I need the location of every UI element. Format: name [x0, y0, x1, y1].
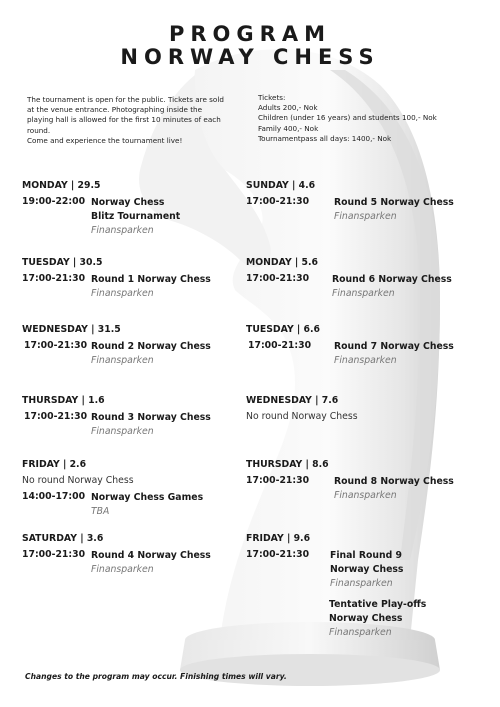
time-slot: 17:00-21:30	[22, 273, 86, 284]
venue: Finansparken	[329, 627, 392, 638]
event-title: Round 5 Norway Chess	[334, 197, 454, 208]
venue: Finansparken	[330, 578, 393, 589]
event-title: Norway Chess	[91, 197, 165, 208]
intro-line: playing hall is allowed for the first 10 minutes of each	[27, 115, 221, 125]
time-slot: 17:00-21:30	[246, 273, 310, 284]
ticket-children: Children (under 16 years) and students 100,- Nok	[258, 113, 437, 123]
day-block	[246, 324, 466, 368]
event-title: Final Round 9	[330, 550, 402, 561]
day-label: WEDNESDAY | 7.6	[246, 395, 339, 406]
venue: Finansparken	[334, 355, 397, 366]
event-title: Blitz Tournament	[91, 211, 181, 222]
day-label: TUESDAY | 30.5	[22, 257, 103, 268]
day-block	[246, 180, 466, 224]
time-slot: 17:00-21:30	[248, 340, 312, 351]
day-label: WEDNESDAY | 31.5	[22, 324, 121, 335]
event-title: Round 2 Norway Chess	[91, 341, 211, 352]
day-label: TUESDAY | 6.6	[246, 324, 321, 335]
day-label: THURSDAY | 1.6	[22, 395, 105, 406]
intro-line: round.	[27, 125, 51, 135]
intro-line: at the venue entrance. Photographing inside the	[27, 105, 203, 115]
no-round-note: No round Norway Chess	[22, 475, 134, 486]
intro-line: Come and experience the tournament live!	[27, 135, 183, 145]
program-title: PROGRAM	[169, 22, 331, 46]
day-block	[22, 180, 242, 238]
day-label: MONDAY | 29.5	[22, 180, 101, 191]
venue: Finansparken	[332, 288, 395, 299]
venue: Finansparken	[91, 355, 154, 366]
no-round-note: No round Norway Chess	[246, 411, 358, 422]
venue: Finansparken	[334, 211, 397, 222]
day-block	[22, 257, 242, 301]
event-title: Round 1 Norway Chess	[91, 274, 211, 285]
ticket-pass: Tournamentpass all days: 1400,- Nok	[258, 133, 392, 143]
intro-text	[27, 95, 247, 146]
day-block	[246, 257, 466, 301]
time-slot: 17:00-21:30	[246, 549, 310, 560]
time-slot: 17:00-21:30	[246, 475, 310, 486]
day-block	[246, 533, 486, 591]
time-slot: 14:00-17:00	[22, 491, 86, 502]
day-label: FRIDAY | 9.6	[246, 533, 311, 544]
day-label: MONDAY | 5.6	[246, 257, 319, 268]
event-title: Tentative Play-offs	[329, 599, 427, 610]
program-subtitle: NORWAY CHESS	[120, 45, 380, 69]
time-slot: 17:00-21:30	[22, 549, 86, 560]
venue: Finansparken	[91, 426, 154, 437]
day-block	[246, 459, 466, 503]
event-title: Round 7 Norway Chess	[334, 341, 454, 352]
time-slot: 17:00-21:30	[24, 411, 88, 422]
event-title: Norway Chess	[329, 613, 403, 624]
time-slot: 17:00-21:30	[24, 340, 88, 351]
day-label: THURSDAY | 8.6	[246, 459, 329, 470]
intro-line: The tournament is open for the public. Tickets are sold	[27, 95, 224, 104]
venue: Finansparken	[91, 225, 154, 236]
day-block	[22, 395, 242, 439]
day-block	[22, 459, 242, 519]
day-label: SUNDAY | 4.6	[246, 180, 316, 191]
event-title: Round 4 Norway Chess	[91, 550, 211, 561]
venue: TBA	[91, 506, 110, 517]
day-block	[22, 324, 242, 368]
footer-note: Changes to the program may occur. Finishing times will vary.	[25, 672, 287, 681]
venue: Finansparken	[334, 490, 397, 501]
venue: Finansparken	[91, 288, 154, 299]
day-label: FRIDAY | 2.6	[22, 459, 87, 470]
event-title: Round 6 Norway Chess	[332, 274, 452, 285]
ticket-family: Family 400,- Nok	[258, 123, 319, 133]
event-title: Round 8 Norway Chess	[334, 476, 454, 487]
event-title: Norway Chess Games	[91, 492, 204, 503]
time-slot: 19:00-22:00	[22, 196, 86, 207]
venue: Finansparken	[91, 564, 154, 575]
day-block	[246, 395, 466, 427]
event-title: Round 3 Norway Chess	[91, 412, 211, 423]
event-title: Norway Chess	[330, 564, 404, 575]
day-block	[22, 533, 242, 577]
ticket-adults: Adults 200,- Nok	[258, 103, 318, 113]
playoff-block	[329, 598, 479, 640]
tickets-info	[258, 93, 478, 144]
tickets-heading: Tickets:	[258, 93, 286, 102]
time-slot: 17:00-21:30	[246, 196, 310, 207]
day-label: SATURDAY | 3.6	[22, 533, 104, 544]
